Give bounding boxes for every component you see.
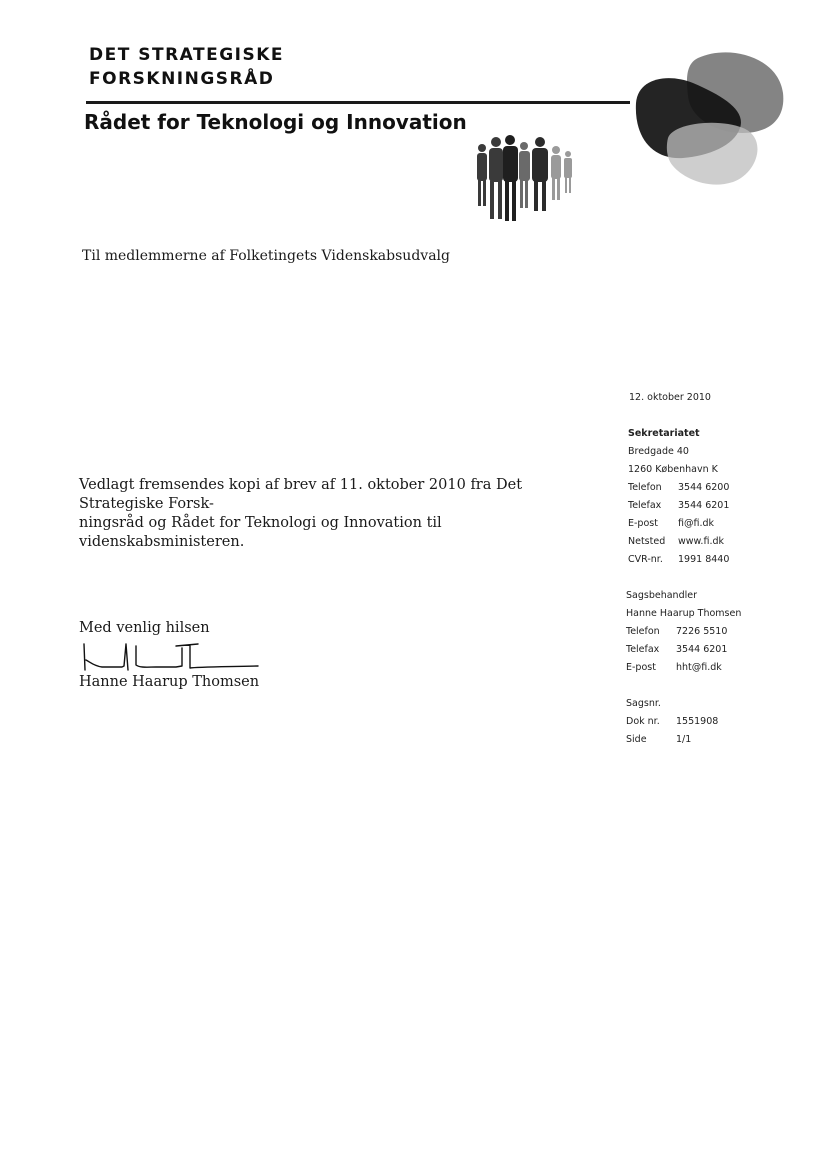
contact-value: 3544 6200 [678,482,730,493]
contact-value: fi@fi.dk [678,518,715,529]
reference-row [626,695,718,713]
reference-label: Dok nr. [626,716,660,727]
letter-date: 12. oktober 2010 [629,392,711,403]
organization-name-line2: FORSKNINGSRÅD [89,69,275,89]
contact-label: E-post [628,518,658,529]
contact-label: CVR-nr. [628,554,663,565]
letter-body [79,476,589,552]
closing-greeting: Med venlig hilsen [79,620,210,636]
logo-overlapping-shapes-icon [628,48,788,188]
case-handler-name: Hanne Haarup Thomsen [626,608,742,619]
reference-row [626,731,718,749]
address-street: Bredgade 40 [628,446,689,457]
reference-row [626,713,718,731]
contact-label: Telefon [628,482,662,493]
reference-value: 1551908 [676,716,719,727]
secretariat-title: Sekretariatet [628,428,700,439]
contact-label: Netsted [628,536,666,547]
council-name: Rådet for Teknologi og Innovation [84,110,467,134]
contact-label: E-post [626,662,656,673]
contact-value: 3544 6201 [676,644,728,655]
contact-row [626,659,741,677]
contact-row [626,641,741,659]
recipient-line: Til medlemmerne af Folketingets Videnskabsudvalg [82,248,450,264]
contact-row [628,533,729,551]
reference-label: Sagsnr. [626,698,661,709]
contact-label: Telefax [626,644,660,655]
contact-row [628,515,729,533]
document-reference-block [626,695,718,749]
case-handler-block [626,587,741,677]
address-city: 1260 København K [628,464,718,475]
header-divider [86,101,630,104]
contact-value: 7226 5510 [676,626,728,637]
contact-value: hht@fi.dk [676,662,722,673]
contact-row [628,497,729,515]
case-handler-title: Sagsbehandler [626,590,697,601]
reference-value: 1/1 [676,734,692,745]
contact-row [628,479,729,497]
body-line: Vedlagt fremsendes kopi af brev af 11. oktober 2010 fra Det Strategiske Forsk- [79,477,523,512]
contact-row [628,551,729,569]
body-line: ningsråd og Rådet for Teknologi og Innovation til videnskabsministeren. [79,515,442,550]
organization-name-line1: DET STRATEGISKE [89,45,285,65]
contact-label: Telefon [626,626,660,637]
signer-name: Hanne Haarup Thomsen [79,674,260,690]
secretariat-contact-block [628,425,729,569]
contact-value: www.fi.dk [678,536,724,547]
contact-value: 1991 8440 [678,554,730,565]
handwritten-signature [78,640,263,678]
people-silhouettes-icon [468,130,578,230]
contact-value: 3544 6201 [678,500,730,511]
reference-label: Side [626,734,647,745]
contact-row [626,623,741,641]
contact-label: Telefax [628,500,662,511]
